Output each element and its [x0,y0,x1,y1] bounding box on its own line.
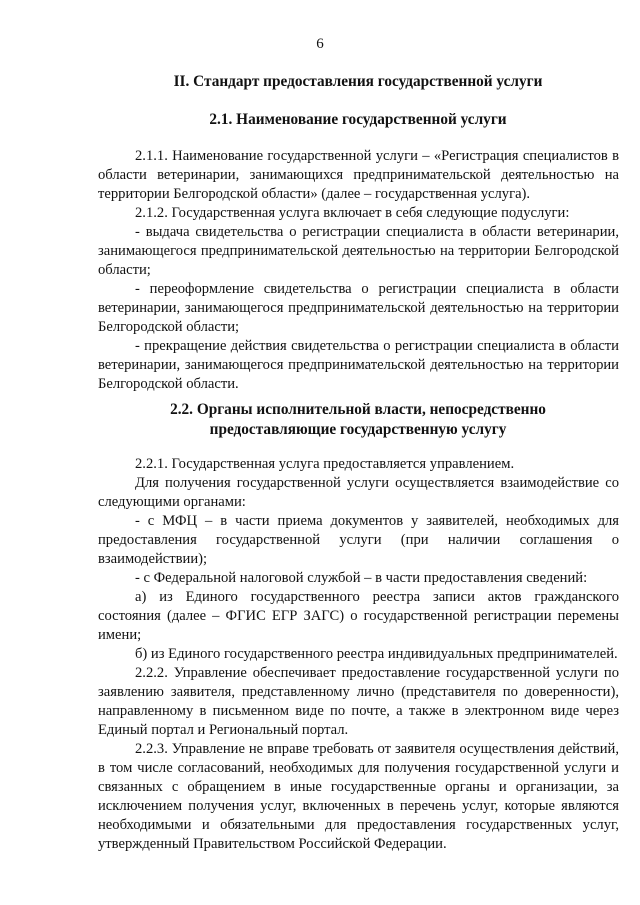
list-item-tax-service: - с Федеральной налоговой службой – в части предоставления сведений: [135,570,588,586]
section-title: II. Стандарт предоставления государственной услуги [173,73,543,90]
paragraph-2-2-2: 2.2.2. Управление обеспечивает предоставление государственной услуги по заявлению заявителя, представленному лично (представителя по доверенности), направленному в письменном виде по почте, а также в электронном виде через Единый портал и Региональный портал. [98,665,619,738]
list-item-a-egr-zags: а) из Единого государственного реестра записи актов гражданского состояния (далее – ФГИС ЕГР ЗАГС) о государственной регистрации перемены имени; [98,589,619,643]
list-item-b-egrip: б) из Единого государственного реестра индивидуальных предпринимателей. [135,646,618,662]
subsection-22-body [98,455,619,854]
subsection-22-title-line-2: предоставляющие государственную услугу [209,421,507,438]
list-item-issue-certificate: - выдача свидетельства о регистрации специалиста в области ветеринарии, занимающегося предпринимательской деятельностью на территории Белгородской области; [98,224,619,278]
paragraph-2-1-2: 2.1.2. Государственная услуга включает в себя следующие подуслуги: [135,205,570,221]
paragraph-interaction: Для получения государственной услуги осуществляется взаимодействие со следующими органами: [98,475,619,510]
list-item-terminate-certificate: - прекращение действия свидетельства о регистрации специалиста в области ветеринарии, занимающегося предпринимательской деятельностью на территории Белгородской области. [98,338,619,392]
subsection-22-title-line-1: 2.2. Органы исполнительной власти, непосредственно [170,401,546,418]
page-number: 6 [316,36,324,52]
paragraph-2-2-1: 2.2.1. Государственная услуга предоставляется управлением. [135,456,515,472]
subsection-21-title: 2.1. Наименование государственной услуги [209,111,507,128]
subsection-22-title [98,400,618,440]
list-item-mfc: - с МФЦ – в части приема документов у заявителей, необходимых для предоставления государственной услуги (при наличии соглашения о взаимодействии); [98,513,619,567]
paragraph-2-1-1: 2.1.1. Наименование государственной услуги – «Регистрация специалистов в области ветеринарии, занимающихся предпринимательской деятельностью на территории Белгородской области» (далее – государственная услуга). [98,148,619,202]
list-item-reissue-certificate: - переоформление свидетельства о регистрации специалиста в области ветеринарии, занимающегося предпринимательской деятельностью на территории Белгородской области; [98,281,619,335]
subsection-21-body [98,147,619,394]
paragraph-2-2-3: 2.2.3. Управление не вправе требовать от заявителя осуществления действий, в том числе согласований, необходимых для получения государственной услуги и связанных с обращением в иные государственные органы и организации, за исключением получения услуг, включенных в перечень услуг, которые являются необходимыми и обязательными для предоставления государственных услуг, утвержденный Правительством Российской Федерации. [98,741,619,852]
